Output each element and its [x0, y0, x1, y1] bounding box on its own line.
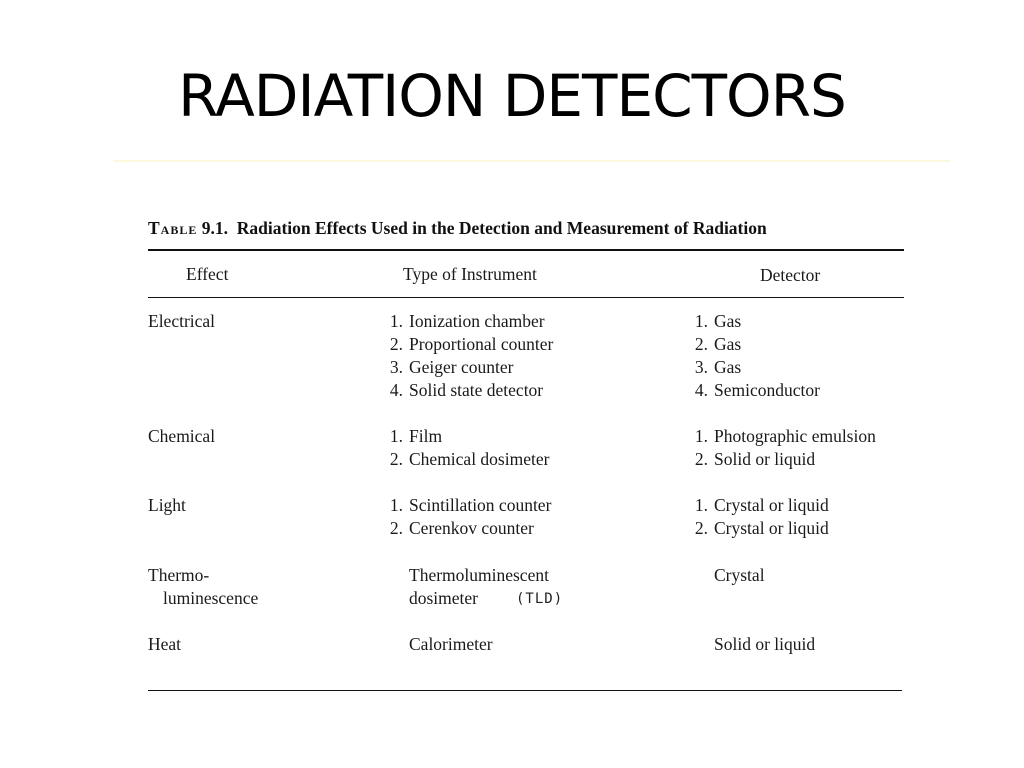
row-effect-line2: luminescence	[163, 588, 259, 608]
list-item: 1. Photographic emulsion	[694, 426, 876, 446]
list-item: 4. Solid state detector	[389, 380, 544, 400]
caption-tag: Table	[148, 218, 198, 238]
header-detector: Detector	[760, 265, 821, 285]
table-bottom-rule	[148, 690, 902, 691]
table-header-rule	[148, 297, 904, 298]
list-item: 1. Ionization chamber	[389, 311, 545, 331]
instrument-line1: Thermoluminescent	[409, 565, 549, 585]
handwritten-note: (TLD)	[516, 591, 564, 607]
caption-title: Radiation Effects Used in the Detection and Measurement of Radiation	[236, 218, 767, 238]
header-effect: Effect	[186, 264, 229, 284]
row-effect: Heat	[148, 634, 182, 654]
detector-list	[684, 425, 876, 471]
detector-list	[684, 310, 820, 402]
instrument-line2: dosimeter	[409, 588, 479, 608]
detector-list	[684, 494, 829, 540]
row-effect-line1: Thermo-	[148, 565, 210, 585]
instrument-list	[379, 494, 551, 540]
title-divider	[113, 160, 950, 162]
list-item: 2. Chemical dosimeter	[389, 449, 550, 469]
list-item: 2. Cerenkov counter	[389, 518, 534, 538]
row-detector: Crystal	[714, 565, 765, 585]
table-caption	[148, 218, 767, 239]
instrument-list	[379, 310, 553, 402]
list-item: 1. Gas	[694, 311, 742, 331]
instrument-list	[379, 425, 549, 471]
caption-number: 9.1.	[201, 218, 228, 238]
list-item: 3. Geiger counter	[389, 357, 514, 377]
list-item: 4. Semiconductor	[694, 380, 820, 400]
row-effect: Light	[148, 495, 186, 515]
list-item: 2. Proportional counter	[389, 334, 554, 354]
list-item: 3. Gas	[694, 357, 742, 377]
slide-title: RADIATION DETECTORS	[178, 62, 846, 130]
row-detector: Solid or liquid	[714, 634, 816, 654]
table-top-rule	[148, 249, 904, 251]
list-item: 1. Scintillation counter	[389, 495, 552, 515]
list-item: 1. Crystal or liquid	[694, 495, 829, 515]
list-item: 2. Solid or liquid	[694, 449, 816, 469]
list-item: 1. Film	[389, 426, 443, 446]
header-instrument: Type of Instrument	[403, 264, 537, 284]
row-instrument: Calorimeter	[409, 634, 493, 654]
list-item: 2. Crystal or liquid	[694, 518, 829, 538]
row-effect: Chemical	[148, 426, 216, 446]
list-item: 2. Gas	[694, 334, 742, 354]
row-effect: Electrical	[148, 311, 216, 331]
